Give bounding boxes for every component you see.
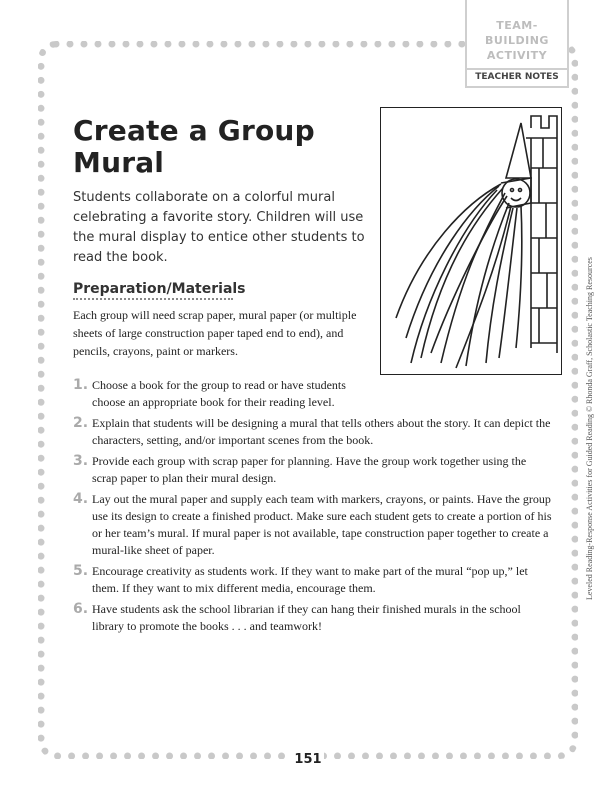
step-number: 5. — [73, 563, 89, 579]
step-text: Encourage creativity as students work. If they want to make part of the mural “pop up,” let them. If they want to mix different media, encourage them. — [92, 564, 528, 595]
step-text: Provide each group with scrap paper for planning. Have the group work together using the scrap paper to plan their mural design. — [92, 454, 527, 485]
activity-tab — [465, 0, 569, 88]
intro-paragraph: Students collaborate on a colorful mural celebrating a favorite story. Children will use the mural display to entice other students to read the book. — [73, 190, 365, 265]
step-text: Have students ask the school librarian if they can hang their finished murals in the school library to promote the books . . . and teamwork! — [92, 602, 521, 633]
step-item — [73, 563, 553, 597]
preparation-text: Each group will need scrap paper, mural paper (or multiple sheets of large construction paper taped end to end), and pencils, crayons, paint or markers. — [73, 308, 357, 358]
step-text: Lay out the mural paper and supply each team with markers, crayons, or paints. Have the group use its design to create a finished product. Make sure each student gets to create a portion of his or her team’s mural. If mural paper is not available, tape construction paper together to create a mural-like sheet of paper. — [92, 492, 552, 557]
step-text: Choose a book for the group to read or have students choose an appropriate book for their reading level. — [92, 378, 346, 409]
step-number: 4. — [73, 491, 89, 507]
step-item — [73, 377, 553, 411]
rapunzel-tower-illustration — [380, 107, 562, 375]
step-number: 3. — [73, 453, 89, 469]
step-item — [73, 453, 553, 487]
preparation-heading: Preparation/Materials — [73, 281, 233, 300]
page-number: 151 — [292, 750, 324, 770]
tab-title: TEAM- BUILDING ACTIVITY — [485, 19, 549, 62]
step-item — [73, 415, 553, 449]
page-title: Create a Group Mural — [73, 114, 315, 179]
step-item — [73, 491, 553, 559]
steps-list — [73, 377, 553, 639]
step-number: 1. — [73, 377, 89, 393]
tower-drawing-icon — [381, 108, 560, 373]
step-item — [73, 601, 553, 635]
step-text: Explain that students will be designing a mural that tells others about the story. It can depict the characters, setting, and/or important scenes from the book. — [92, 416, 551, 447]
step-number: 2. — [73, 415, 89, 431]
teacher-notes-label: TEACHER NOTES — [467, 68, 567, 86]
side-credit: Leveled Reading-Response Activities for Guided Reading © Rhonda Graff, Scholastic Teaching Resources — [585, 257, 594, 600]
step-number: 6. — [73, 601, 89, 617]
